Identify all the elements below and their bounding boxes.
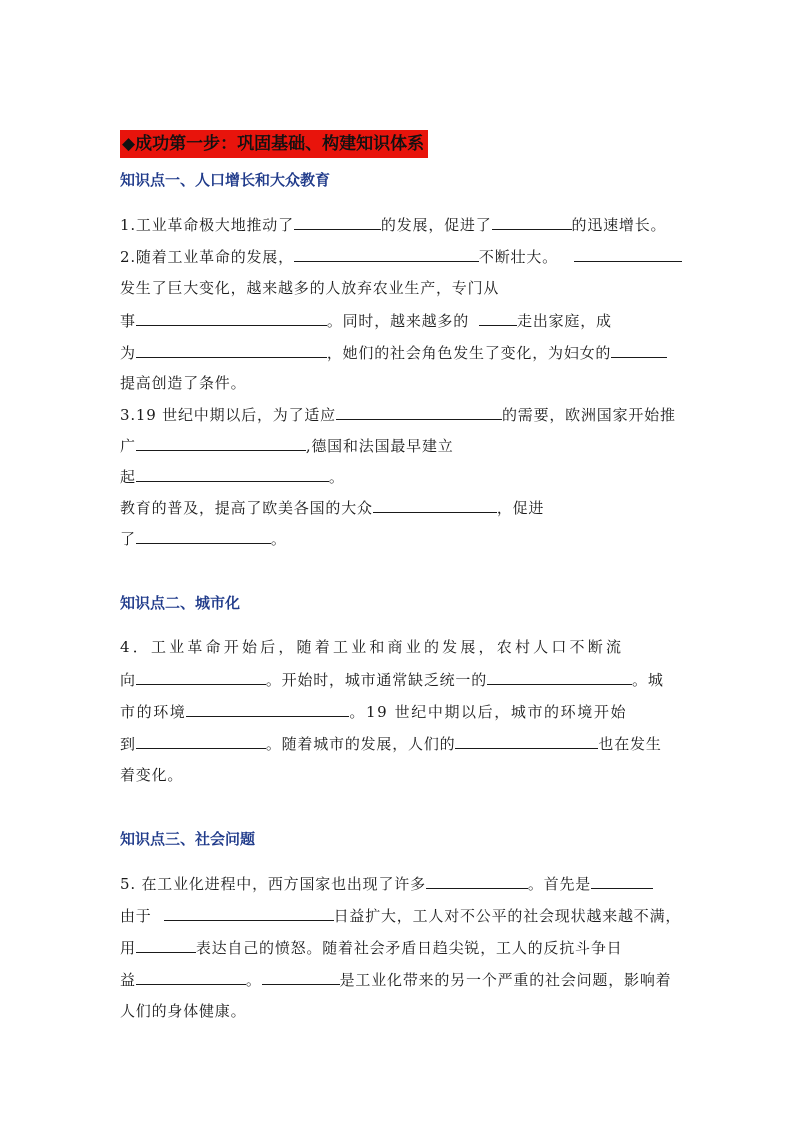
- answer-blank[interactable]: [611, 342, 667, 358]
- q3-line-5: 了 。: [120, 530, 287, 548]
- q2-line-3: 事 。同时，越来越多的 走出家庭，成: [120, 312, 612, 330]
- answer-blank[interactable]: [136, 310, 327, 326]
- q3-line-3: 起 。: [120, 468, 345, 486]
- section1-heading: 知识点一、人口增长和大众教育: [120, 171, 331, 189]
- q5-line-1: 5. 在工业化进程中，西方国家也出现了许多 。首先是: [120, 873, 653, 894]
- section-banner: ◆成功第一步：巩固基础、构建知识体系: [120, 130, 428, 158]
- q5-line-3: 用 表达自己的愤怒。随着社会矛盾日趋尖锐，工人的反抗斗争日: [120, 939, 623, 957]
- q3-line-2: 广 ,德国和法国最早建立: [120, 437, 454, 455]
- q4-line-3: 市的环境 。19 世纪中期以后，城市的环境开始: [120, 703, 628, 721]
- answer-blank[interactable]: [136, 342, 327, 358]
- q2-line-1: 2.随着工业革命的发展， 不断壮大。: [120, 246, 682, 267]
- answer-blank[interactable]: [479, 310, 517, 326]
- answer-blank[interactable]: [136, 466, 329, 482]
- q4-line-1: 4．工业革命开始后，随着工业和商业的发展，农村人口不断流: [120, 638, 625, 656]
- answer-blank[interactable]: [336, 404, 502, 420]
- answer-blank[interactable]: [136, 528, 271, 544]
- answer-blank[interactable]: [136, 937, 196, 953]
- banner-row: [120, 130, 428, 158]
- answer-blank[interactable]: [591, 873, 653, 889]
- q4-line-5: 着变化。: [120, 766, 184, 784]
- q4-line-4: 到 。随着城市的发展，人们的 也在发生: [120, 735, 662, 753]
- answer-blank[interactable]: [262, 969, 340, 985]
- answer-blank[interactable]: [294, 214, 381, 230]
- answer-blank[interactable]: [426, 873, 528, 889]
- answer-blank[interactable]: [136, 733, 266, 749]
- q4-line-2: 向 。开始时，城市通常缺乏统一的 。城: [120, 671, 664, 689]
- q1-line-1: 1.工业革命极大地推动了 的发展，促进了 的迅速增长。: [120, 216, 667, 234]
- answer-blank[interactable]: [294, 246, 479, 262]
- answer-blank[interactable]: [574, 246, 682, 262]
- answer-blank[interactable]: [136, 435, 306, 451]
- answer-blank[interactable]: [136, 969, 246, 985]
- q5-line-4: 益 。 是工业化带来的另一个严重的社会问题，影响着: [120, 971, 672, 989]
- answer-blank[interactable]: [492, 214, 572, 230]
- answer-blank[interactable]: [455, 733, 598, 749]
- answer-blank[interactable]: [373, 497, 497, 513]
- section3-heading: 知识点三、社会问题: [120, 830, 256, 848]
- answer-blank[interactable]: [487, 669, 632, 685]
- q2-line-5: 提高创造了条件。: [120, 374, 247, 392]
- q3-line-1: 3.19 世纪中期以后，为了适应 的需要，欧洲国家开始推: [120, 406, 676, 424]
- answer-blank[interactable]: [186, 701, 349, 717]
- q3-line-4: 教育的普及，提高了欧美各国的大众 ，促进: [120, 499, 545, 517]
- answer-blank[interactable]: [164, 905, 334, 921]
- q2-line-2: 发生了巨大变化，越来越多的人放弃农业生产，专门从: [120, 279, 500, 297]
- q5-line-5: 人们的身体健康。: [120, 1002, 247, 1020]
- answer-blank[interactable]: [136, 669, 266, 685]
- section2-heading: 知识点二、城市化: [120, 594, 241, 612]
- q2-line-4: 为 ，她们的社会角色发生了变化，为妇女的: [120, 342, 667, 363]
- q5-line-2: 由于 日益扩大，工人对不公平的社会现状越来越不满，: [120, 907, 682, 925]
